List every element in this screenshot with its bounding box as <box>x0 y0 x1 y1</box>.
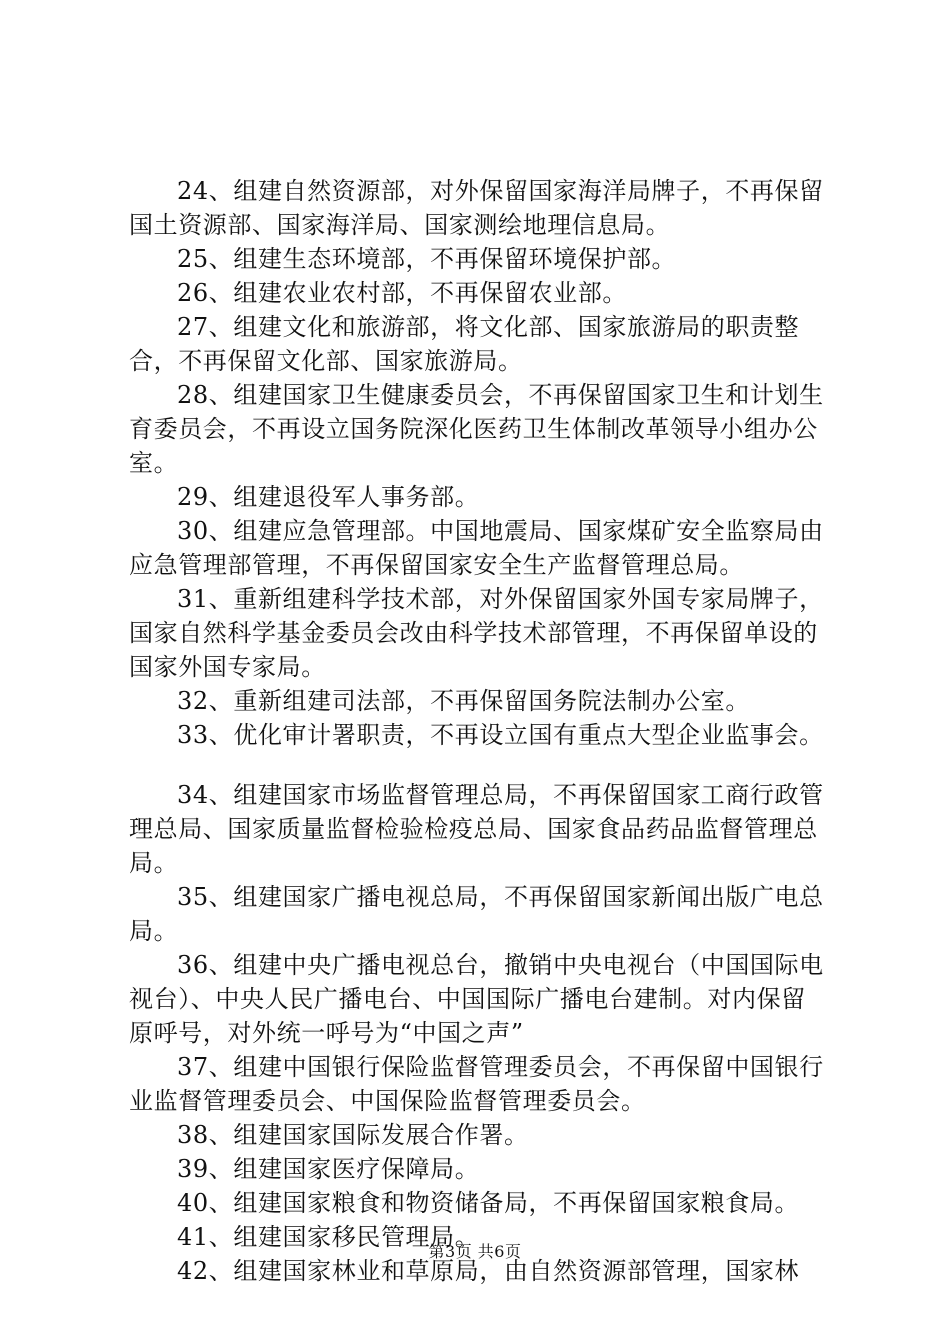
paragraph-27: 27、组建文化和旅游部，将文化部、国家旅游局的职责整合，不再保留文化部、国家旅游局。 <box>129 313 800 375</box>
paragraph-25: 25、组建生态环境部，不再保留环境保护部。 <box>177 245 677 273</box>
paragraph-38: 38、组建国家国际发展合作署。 <box>177 1121 529 1149</box>
paragraph-40: 40、组建国家粮食和物资储备局，不再保留国家粮食局。 <box>177 1189 800 1217</box>
paragraph-35: 35、组建国家广播电视总局，不再保留国家新闻出版广电总局。 <box>129 883 824 945</box>
paragraph-36: 36、组建中央广播电视总台，撤销中央电视台（中国国际电视台）、中央人民广播电台、中国国际广播电台建制。对内保留原呼号，对外统一呼号为“中国之声” <box>129 951 824 1047</box>
paragraph-26: 26、组建农业农村部，不再保留农业部。 <box>177 279 627 307</box>
paragraph-32: 32、重新组建司法部，不再保留国务院法制办公室。 <box>177 687 750 715</box>
paragraph-31: 31、重新组建科学技术部，对外保留国家外国专家局牌子，国家自然科学基金委员会改由科学技术部管理，不再保留单设的国家外国专家局。 <box>129 585 824 681</box>
paragraph-24: 24、组建自然资源部，对外保留国家海洋局牌子，不再保留国土资源部、国家海洋局、国家测绘地理信息局。 <box>129 177 824 239</box>
paragraph-28: 28、组建国家卫生健康委员会，不再保留国家卫生和计划生育委员会，不再设立国务院深化医药卫生体制改革领导小组办公室。 <box>129 381 824 477</box>
paragraph-37: 37、组建中国银行保险监督管理委员会，不再保留中国银行业监督管理委员会、中国保险监督管理委员会。 <box>129 1053 824 1115</box>
paragraph-33: 33、优化审计署职责，不再设立国有重点大型企业监事会。 <box>177 721 824 749</box>
paragraph-34: 34、组建国家市场监督管理总局，不再保留国家工商行政管理总局、国家质量监督检验检疫总局、国家食品药品监督管理总局。 <box>129 781 824 877</box>
page-footer: 第3页 共6页 <box>428 1242 522 1261</box>
paragraph-30: 30、组建应急管理部。中国地震局、国家煤矿安全监察局由应急管理部管理，不再保留国家安全生产监督管理总局。 <box>129 517 824 579</box>
paragraph-39: 39、组建国家医疗保障局。 <box>177 1155 480 1183</box>
paragraph-29: 29、组建退役军人事务部。 <box>177 483 480 511</box>
document-body <box>129 174 829 1288</box>
paragraph-42: 42、组建国家林业和草原局，由自然资源部管理，国家林 <box>177 1257 800 1285</box>
paragraph-41: 41、组建国家移民管理局。 <box>177 1223 480 1251</box>
